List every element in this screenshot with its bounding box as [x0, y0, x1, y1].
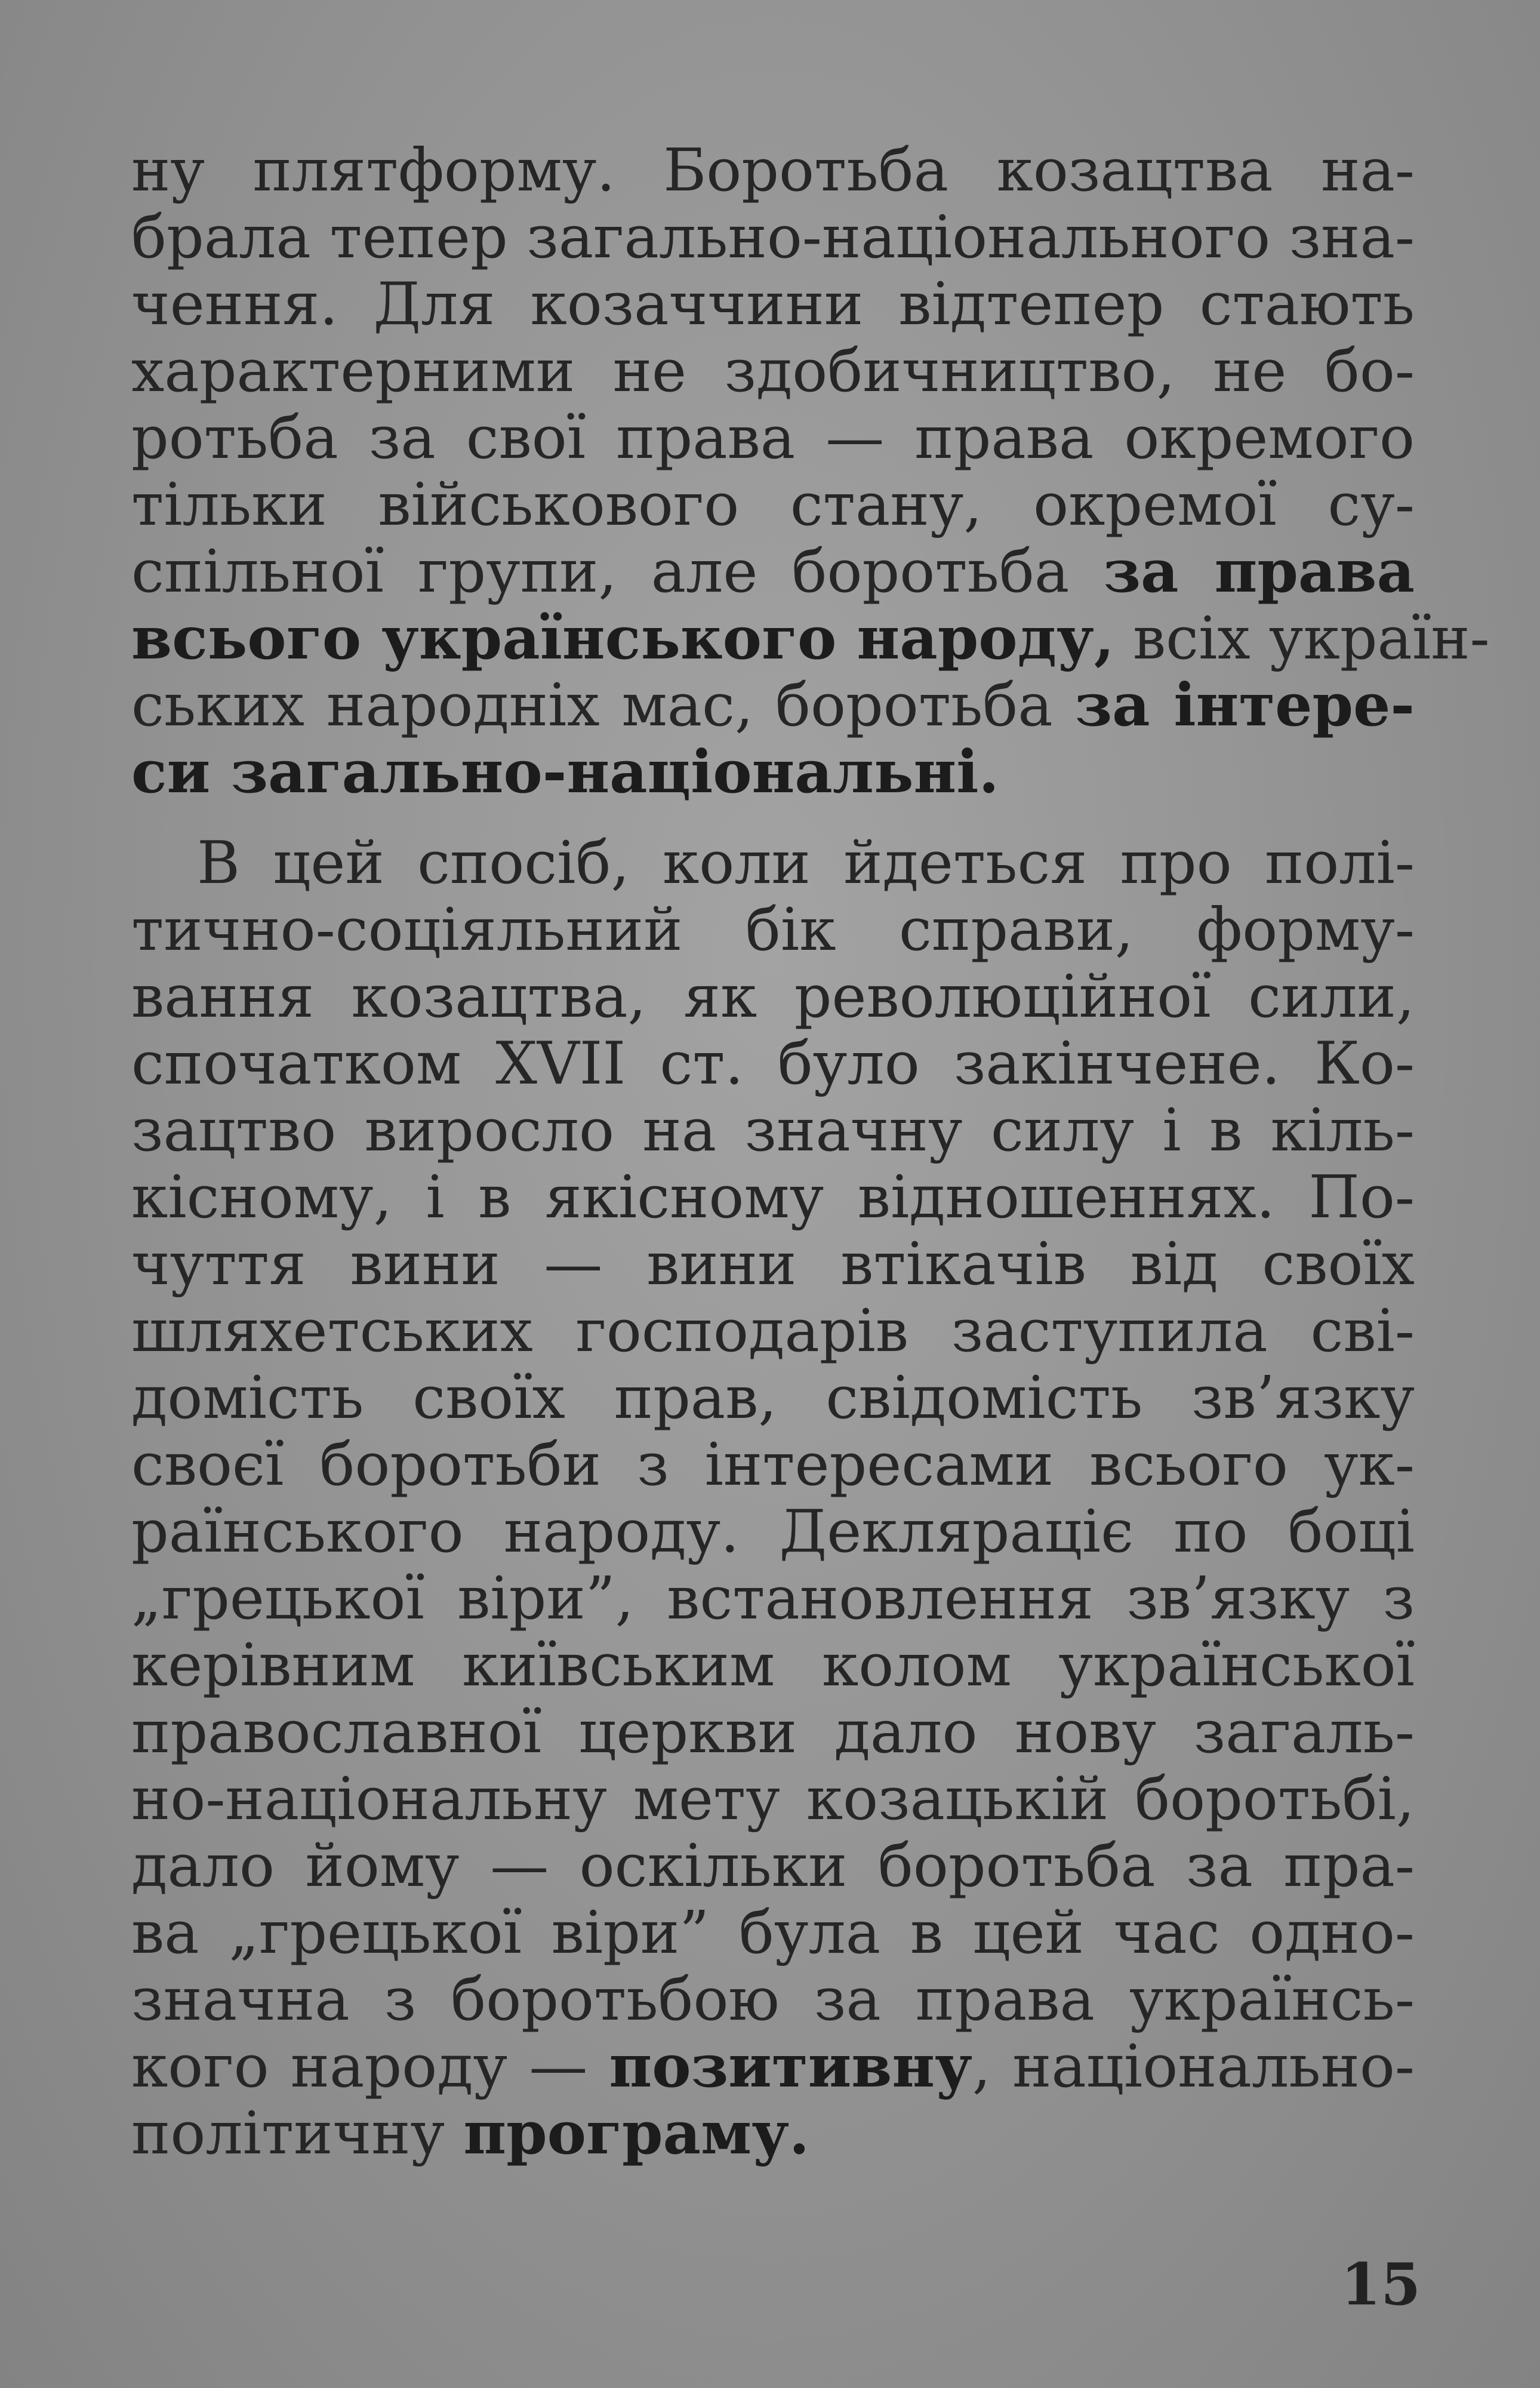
text-segment: ва „грецької віри” була в цей час одно- [131, 1899, 1415, 1967]
text-line [131, 1699, 1415, 1766]
text-line [131, 271, 1415, 338]
text-segment: ну плятформу. Боротьба козацтва на- [131, 137, 1415, 205]
text-segment: православної церкви дало нову загаль- [131, 1698, 1415, 1767]
text-segment: но-національну мету козацькій боротьбі, [131, 1765, 1415, 1833]
text-segment: „грецької віри”, встановлення зв’язку з [131, 1565, 1415, 1633]
text-segment: кого народу — [131, 2033, 609, 2101]
bold-text: програму. [463, 2099, 810, 2168]
bold-text: си загально-національні. [131, 738, 999, 807]
text-line [131, 1766, 1415, 1833]
text-line [131, 338, 1415, 405]
page-body [131, 137, 1490, 2168]
text-segment: брала тепер загально-національного зна- [131, 204, 1415, 272]
text-line [131, 1231, 1415, 1298]
text-segment: В цей спосіб, коли йдеться про полі- [197, 829, 1415, 897]
text-line [131, 964, 1415, 1030]
text-segment: керівним київським колом української [131, 1632, 1415, 1700]
text-line [131, 472, 1415, 538]
text-line [131, 137, 1415, 204]
text-line [131, 1432, 1415, 1498]
text-line [131, 2033, 1415, 2100]
text-segment: шляхетських господарів заступила сві- [131, 1297, 1415, 1365]
text-segment: чуття вини — вини втікачів від своїх [131, 1230, 1415, 1298]
text-segment: своєї боротьби з інтересами всього ук- [131, 1431, 1415, 1499]
text-segment: політичну [131, 2100, 464, 2168]
text-line [131, 405, 1415, 472]
text-line [131, 1365, 1415, 1432]
text-line [131, 830, 1415, 897]
text-line [131, 1097, 1415, 1164]
text-line [131, 1565, 1415, 1632]
text-segment: раїнського народу. Декляраціє по боці [131, 1498, 1415, 1566]
bold-text: за інтере- [1074, 671, 1415, 740]
text-line [131, 204, 1415, 271]
bold-text: позитивну [609, 2032, 972, 2101]
text-segment: характерними не здобичництво, не бо- [131, 337, 1415, 405]
text-line [131, 2100, 1415, 2167]
text-segment: спочатком XVII ст. було закінчене. Ко- [131, 1030, 1415, 1098]
text-segment: дало йому — оскільки боротьба за пра- [131, 1832, 1415, 1900]
text-segment: чення. Для козаччини відтепер стають [131, 270, 1415, 338]
text-segment: , національно- [972, 2033, 1415, 2101]
text-line [131, 1498, 1415, 1565]
text-segment: всіх україн- [1114, 605, 1490, 673]
text-line [131, 1298, 1415, 1365]
page-number: 15 [1341, 2251, 1421, 2318]
text-segment: тично-соціяльний бік справи, форму- [131, 896, 1415, 964]
text-line [131, 672, 1415, 739]
text-segment: вання козацтва, як революційної сили, [131, 963, 1415, 1031]
text-line [131, 1833, 1415, 1900]
text-segment: значна з боротьбою за права українсь- [131, 1966, 1415, 2034]
text-line [131, 1900, 1415, 1967]
text-line [131, 897, 1415, 964]
paragraph-1 [131, 137, 1490, 807]
text-segment: ських народніх мас, боротьба [131, 672, 1075, 740]
text-segment: тільки військового стану, окремої су- [131, 471, 1415, 539]
text-segment: кісному, і в якісному відношеннях. По- [131, 1164, 1415, 1232]
text-line [131, 1632, 1415, 1699]
text-line [131, 604, 1490, 673]
text-segment: ротьба за свої права — права окремого [131, 404, 1415, 472]
text-segment: зацтво виросло на значну силу і в кіль- [131, 1097, 1415, 1165]
text-line [131, 739, 1415, 806]
text-line [131, 1030, 1415, 1097]
paragraph-2 [131, 830, 1415, 2167]
text-segment: домість своїх прав, свідомість зв’язку [131, 1364, 1415, 1432]
text-segment: спільної групи, але боротьба [131, 538, 1104, 606]
text-line [131, 1967, 1415, 2033]
bold-text: за права [1103, 537, 1415, 606]
text-line [131, 1164, 1415, 1231]
text-line [131, 538, 1415, 605]
bold-text: всього українського народу, [131, 604, 1114, 673]
